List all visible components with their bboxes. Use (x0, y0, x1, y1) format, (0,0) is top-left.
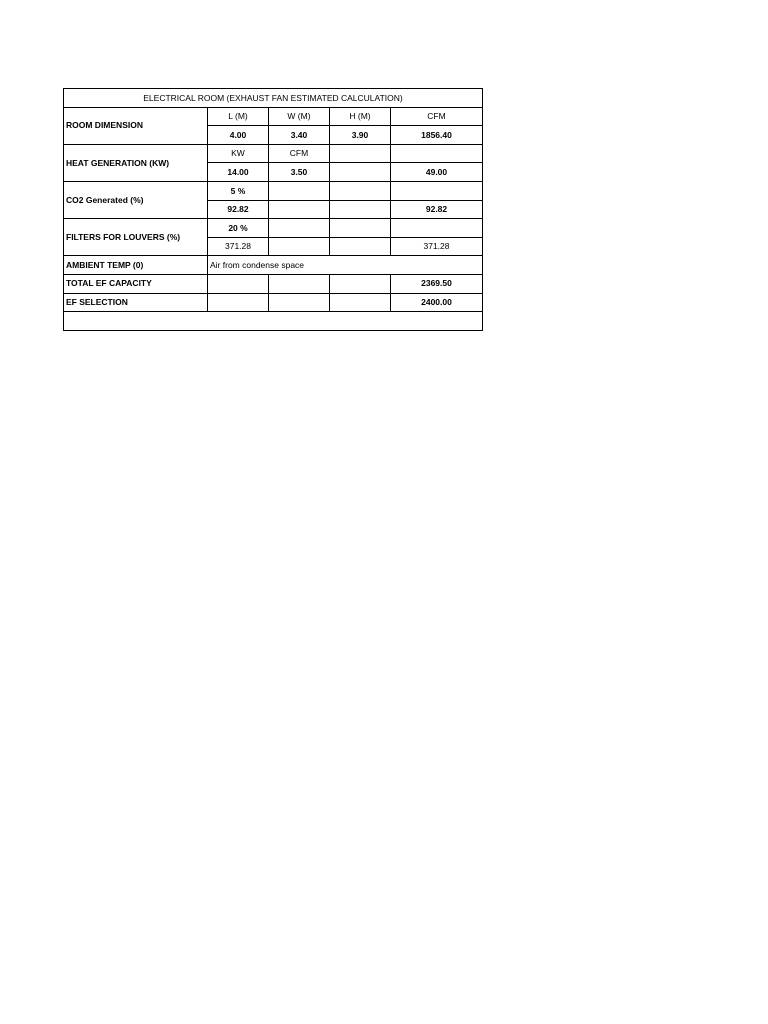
kw-value: 14.00 (208, 163, 269, 182)
cfm-header: CFM (391, 107, 483, 126)
blank-footer-row (64, 312, 483, 331)
heat-cfm-factor-value: 3.50 (269, 163, 330, 182)
empty-cell (391, 181, 483, 200)
total-ef-row (64, 274, 483, 293)
empty-cell (269, 293, 330, 312)
ef-selection-row (64, 293, 483, 312)
empty-cell (330, 219, 391, 238)
filters-value: 371.28 (208, 237, 269, 256)
empty-cell (330, 181, 391, 200)
kw-header: KW (208, 144, 269, 163)
empty-cell (330, 200, 391, 219)
empty-cell (269, 200, 330, 219)
empty-cell (269, 237, 330, 256)
ef-selection-label: EF SELECTION (64, 293, 208, 312)
ambient-label: AMBIENT TEMP (0) (64, 256, 208, 275)
empty-footer-cell (64, 312, 483, 331)
empty-cell (330, 237, 391, 256)
ambient-row (64, 256, 483, 275)
heat-generation-header-row (64, 144, 483, 163)
empty-cell (208, 274, 269, 293)
empty-cell (330, 274, 391, 293)
heat-cfm-value: 49.00 (391, 163, 483, 182)
room-cfm-value: 1856.40 (391, 126, 483, 145)
room-dimension-label: ROOM DIMENSION (64, 107, 208, 144)
total-ef-label: TOTAL EF CAPACITY (64, 274, 208, 293)
exhaust-fan-calculation-table (63, 88, 483, 331)
co2-label: CO2 Generated (%) (64, 181, 208, 218)
co2-cfm-value: 92.82 (391, 200, 483, 219)
length-header: L (M) (208, 107, 269, 126)
ambient-value: Air from condense space (208, 256, 483, 275)
filters-percent: 20 % (208, 219, 269, 238)
co2-value: 92.82 (208, 200, 269, 219)
co2-percent: 5 % (208, 181, 269, 200)
empty-cell (391, 219, 483, 238)
filters-label: FILTERS FOR LOUVERS (%) (64, 219, 208, 256)
total-ef-value: 2369.50 (391, 274, 483, 293)
empty-cell (269, 181, 330, 200)
empty-cell (330, 293, 391, 312)
height-value: 3.90 (330, 126, 391, 145)
table-title: ELECTRICAL ROOM (EXHAUST FAN ESTIMATED CALCULATION) (64, 89, 483, 108)
empty-cell (330, 144, 391, 163)
empty-cell (391, 144, 483, 163)
empty-cell (208, 293, 269, 312)
co2-row-1 (64, 181, 483, 200)
length-value: 4.00 (208, 126, 269, 145)
room-dimension-header-row (64, 107, 483, 126)
filters-cfm-value: 371.28 (391, 237, 483, 256)
heat-cfm-header: CFM (269, 144, 330, 163)
title-row (64, 89, 483, 108)
heat-generation-label: HEAT GENERATION (KW) (64, 144, 208, 181)
height-header: H (M) (330, 107, 391, 126)
width-value: 3.40 (269, 126, 330, 145)
ef-selection-value: 2400.00 (391, 293, 483, 312)
empty-cell (330, 163, 391, 182)
empty-cell (269, 219, 330, 238)
empty-cell (269, 274, 330, 293)
filters-row-1 (64, 219, 483, 238)
width-header: W (M) (269, 107, 330, 126)
